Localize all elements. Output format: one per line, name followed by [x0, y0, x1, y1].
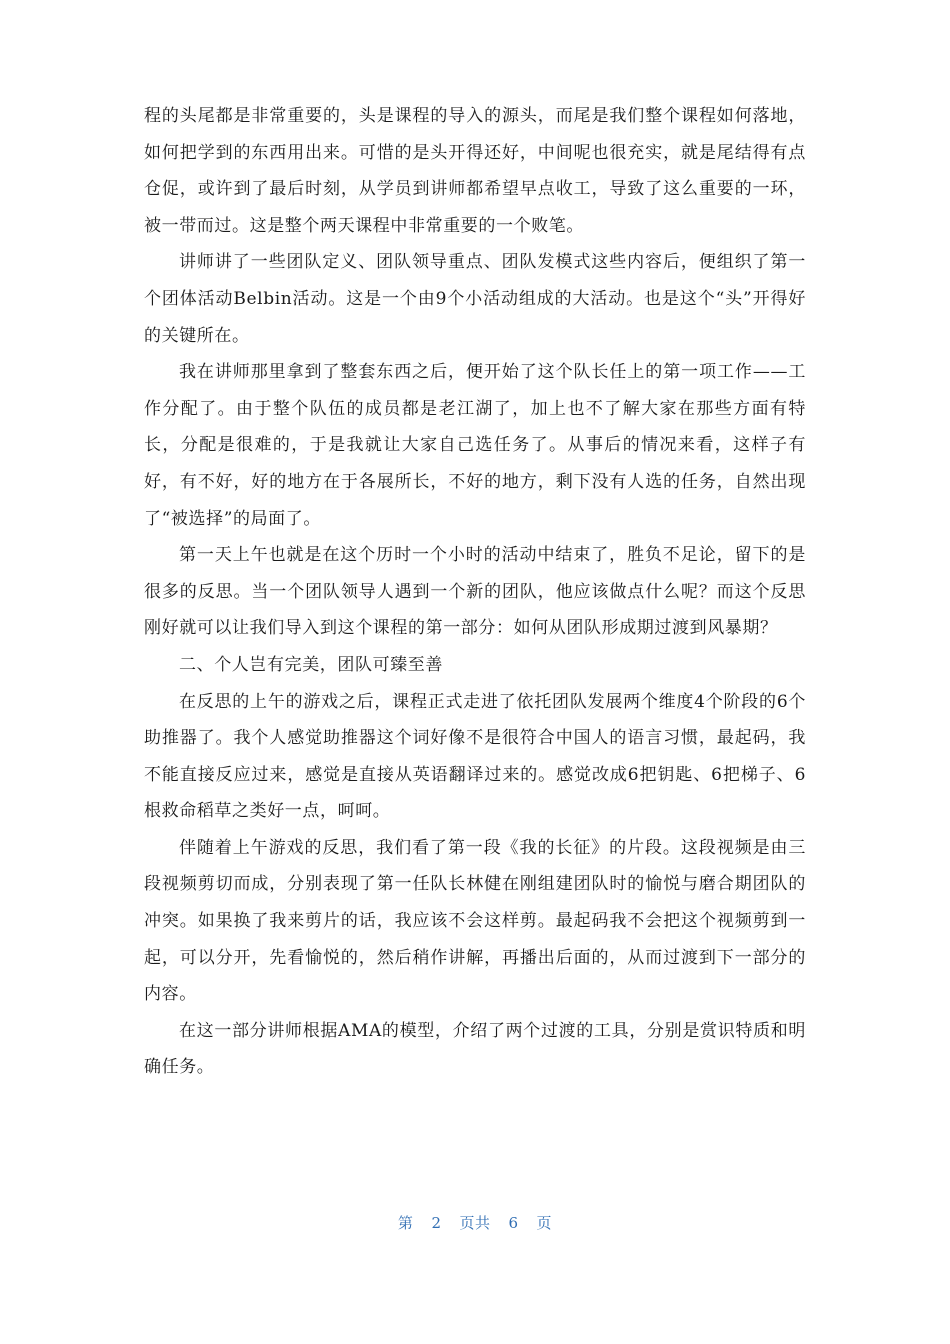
footer-total-pages: 6	[508, 1214, 519, 1232]
paragraph-5: 在反思的上午的游戏之后，课程正式走进了依托团队发展两个维度4个阶段的6个助推器了。我个人感觉助推器这个词好像不是很符合中国人的语言习惯，最起码，我不能直接反应过来，感觉是直接从英语翻译过来的。感觉改成6把钥匙、6把梯子、6根救命稻草之类好一点，呵呵。	[144, 691, 806, 822]
paragraph-7: 在这一部分讲师根据AMA的模型，介绍了两个过渡的工具，分别是赏识特质和明确任务。	[144, 1020, 806, 1078]
section-heading: 二、个人岂有完美，团队可臻至善	[179, 654, 443, 675]
footer-prefix: 第	[397, 1214, 414, 1232]
footer-current-page: 2	[431, 1214, 442, 1232]
page-body	[144, 98, 806, 1086]
footer-middle: 页共	[459, 1214, 491, 1232]
page-footer	[0, 1212, 950, 1233]
paragraph-1: 程的头尾都是非常重要的，头是课程的导入的源头，而尾是我们整个课程如何落地，如何把学到的东西用出来。可惜的是头开得还好，中间呢也很充实，就是尾结得有点仓促，或许到了最后时刻，从学员到讲师都希望早点收工，导致了这么重要的一环，被一带而过。这是整个两天课程中非常重要的一个败笔。	[144, 106, 806, 236]
footer-suffix: 页	[536, 1214, 553, 1232]
paragraph-6: 伴随着上午游戏的反思，我们看了第一段《我的长征》的片段。这段视频是由三段视频剪切而成，分别表现了第一任队长林健在刚组建团队时的愉悦与磨合期团队的冲突。如果换了我来剪片的话，我应该不会这样剪。最起码我不会把这个视频剪到一起，可以分开，先看愉悦的，然后稍作讲解，再播出后面的，从而过渡到下一部分的内容。	[144, 837, 806, 1005]
paragraph-2: 讲师讲了一些团队定义、团队领导重点、团队发模式这些内容后，便组织了第一个团体活动Belbin活动。这是一个由9个小活动组成的大活动。也是这个“头”开得好的关键所在。	[144, 252, 806, 346]
paragraph-4: 第一天上午也就是在这个历时一个小时的活动中结束了，胜负不足论，留下的是很多的反思。当一个团队领导人遇到一个新的团队，他应该做点什么呢？而这个反思刚好就可以让我们导入到这个课程的第一部分：如何从团队形成期过渡到风暴期？	[144, 545, 806, 639]
paragraph-3: 我在讲师那里拿到了整套东西之后，便开始了这个队长任上的第一项工作——工作分配了。由于整个队伍的成员都是老江湖了，加上也不了解大家在那些方面有特长，分配是很难的，于是我就让大家自己选任务了。从事后的情况来看，这样子有好，有不好，好的地方在于各展所长，不好的地方，剩下没有人选的任务，自然出现了“被选择”的局面了。	[144, 362, 806, 529]
